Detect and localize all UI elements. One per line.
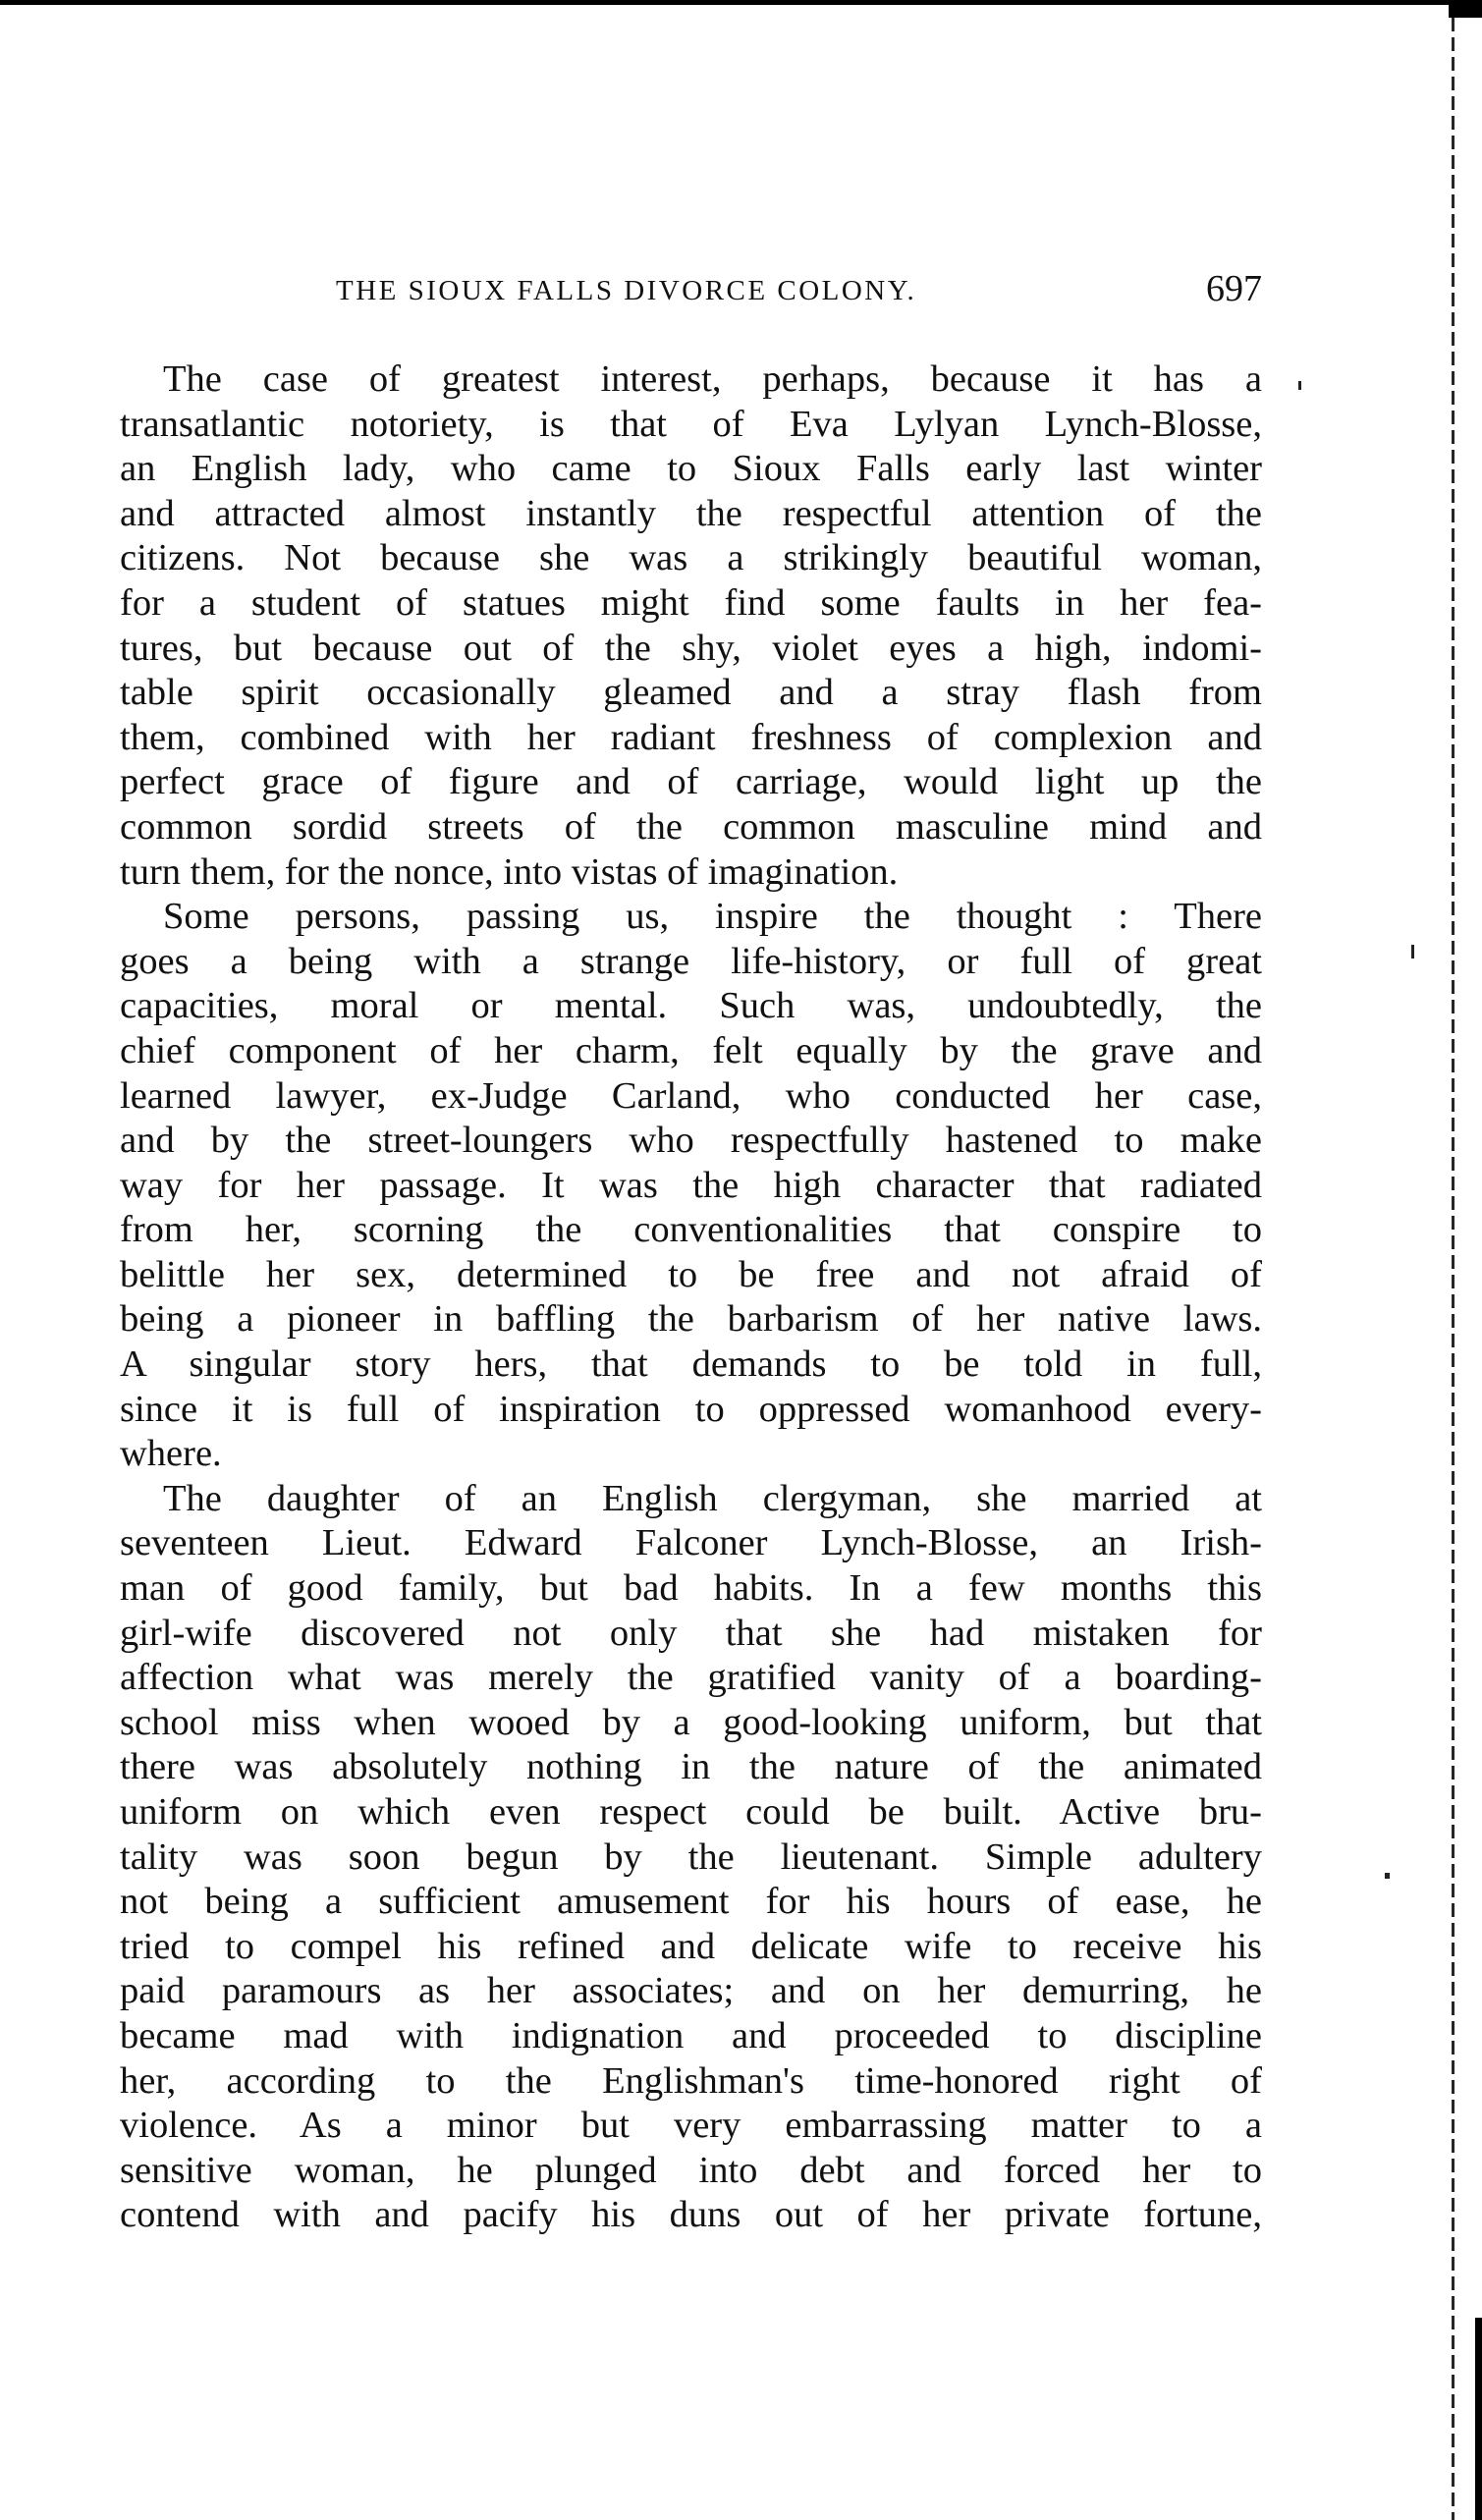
text-line: The daughter of an English clergyman, she married at	[163, 1477, 1262, 1519]
text-line: tried to compel his refined and delicate wife to receive his	[120, 1925, 1262, 1967]
text-line: affection what was merely the gratified vanity of a boarding-	[120, 1657, 1262, 1699]
text-line: common sordid streets of the common masculine mind and	[120, 805, 1262, 848]
text-line: and by the street-loungers who respectfully hastened to make	[120, 1120, 1262, 1162]
text-line: not being a sufficient amusement for his hours of ease, he	[120, 1881, 1262, 1923]
text-line: tality was soon begun by the lieutenant. Simple adultery	[120, 1835, 1262, 1878]
text-line: paid paramours as her associates; and on her demurring, he	[120, 1970, 1262, 2012]
text-line: way for her passage. It was the high character that radiated	[120, 1164, 1262, 1206]
paragraph-2	[120, 895, 1262, 1477]
text-line: perfect grace of figure and of carriage, would light up the	[120, 761, 1262, 803]
text-line: since it is full of inspiration to oppressed womanhood every-	[120, 1388, 1262, 1430]
article-body	[120, 357, 1262, 2238]
text-line: chief component of her charm, felt equally by the grave and	[120, 1029, 1262, 1071]
text-line: seventeen Lieut. Edward Falconer Lynch-Blosse, an Irish-	[120, 1522, 1262, 1564]
text-line: from her, scorning the conventionalities that conspire to	[120, 1209, 1262, 1251]
text-line: The case of greatest interest, perhaps, because it has a	[163, 358, 1262, 400]
running-title: THE SIOUX FALLS DIVORCE COLONY.	[336, 275, 917, 306]
text-line: being a pioneer in baffling the barbarism of her native laws.	[120, 1298, 1262, 1341]
text-line: violence. As a minor but very embarrassing matter to a	[120, 2105, 1262, 2147]
paragraph-3	[120, 1477, 1262, 2238]
text-line: them, combined with her radiant freshness of complexion and	[120, 716, 1262, 758]
text-line: goes a being with a strange life-history, or full of great	[120, 940, 1262, 982]
text-line: turn them, for the nonce, into vistas of imagination.	[120, 850, 899, 893]
text-line: learned lawyer, ex-Judge Carland, who conducted her case,	[120, 1074, 1262, 1117]
running-head	[120, 267, 1262, 316]
text-line: where.	[120, 1433, 222, 1475]
page-number: 697	[1206, 268, 1262, 309]
text-line: A singular story hers, that demands to be told in full,	[120, 1343, 1262, 1386]
scan-right-edge-shadow	[1475, 2318, 1482, 2520]
text-line: uniform on which even respect could be built. Active bru-	[120, 1791, 1262, 1833]
text-line: capacities, moral or mental. Such was, undoubtedly, the	[120, 985, 1262, 1027]
scan-corner-shadow	[1449, 0, 1482, 18]
text-line: table spirit occasionally gleamed and a stray flash from	[120, 672, 1262, 714]
paragraph-1	[120, 357, 1262, 895]
text-line: for a student of statues might find some faults in her fea-	[120, 581, 1262, 624]
text-line: an English lady, who came to Sioux Falls early last winter	[120, 448, 1262, 490]
text-line: contend with and pacify his duns out of her private fortune,	[120, 2194, 1262, 2236]
text-line: transatlantic notoriety, is that of Eva Lylyan Lynch-Blosse,	[120, 403, 1262, 445]
text-line: tures, but because out of the shy, violet eyes a high, indomi-	[120, 627, 1262, 669]
text-line: girl-wife discovered not only that she had mistaken for	[120, 1612, 1262, 1654]
scan-speck	[1298, 381, 1301, 390]
text-line: her, according to the Englishman's time-honored right of	[120, 2059, 1262, 2102]
scan-speck	[1411, 945, 1414, 959]
scan-right-edge	[1452, 18, 1455, 2520]
text-line: man of good family, but bad habits. In a few months this	[120, 1567, 1262, 1610]
scan-top-border	[0, 0, 1482, 5]
text-line: belittle her sex, determined to be free and not afraid of	[120, 1253, 1262, 1295]
text-line: Some persons, passing us, inspire the thought : There	[163, 896, 1262, 938]
text-line: sensitive woman, he plunged into debt and forced her to	[120, 2149, 1262, 2191]
scan-speck	[1385, 1873, 1390, 1879]
text-line: citizens. Not because she was a strikingly beautiful woman,	[120, 537, 1262, 579]
text-line: school miss when wooed by a good-looking uniform, but that	[120, 1701, 1262, 1743]
text-line: became mad with indignation and proceeded to discipline	[120, 2014, 1262, 2056]
text-line: and attracted almost instantly the respectful attention of the	[120, 492, 1262, 534]
text-line: there was absolutely nothing in the nature of the animated	[120, 1746, 1262, 1788]
